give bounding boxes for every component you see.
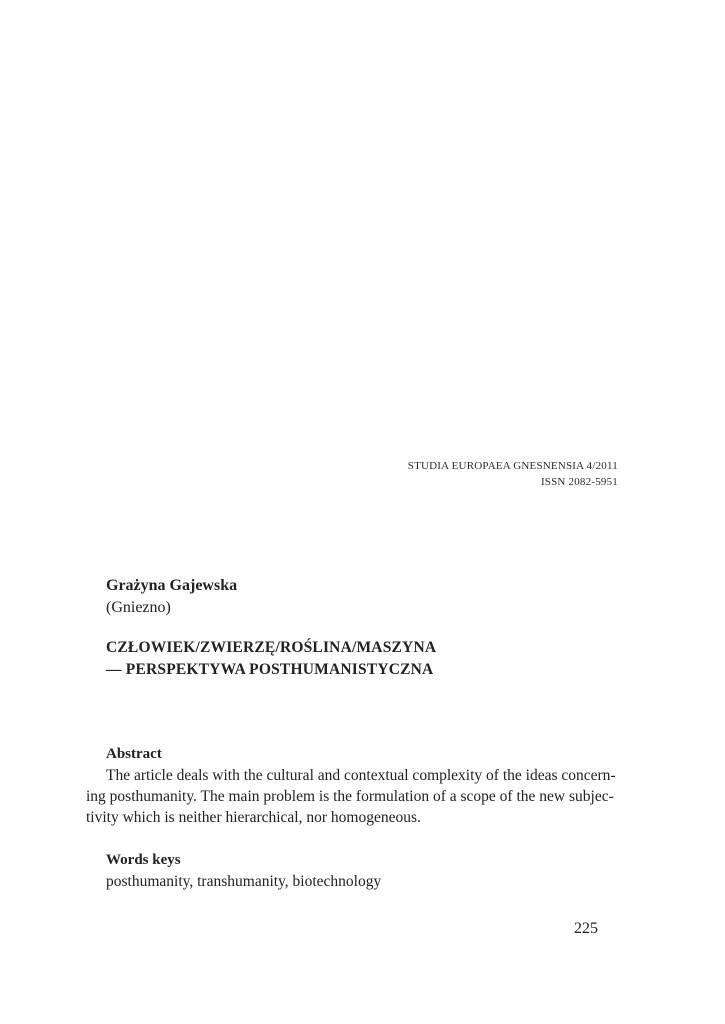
title-line-1: CZŁOWIEK/ZWIERZĘ/ROŚLINA/MASZYNA [106, 639, 437, 656]
abstract-line-2: ing posthumanity. The main problem is the formulation of a scope of the new subjec- [86, 788, 614, 805]
abstract-text [86, 765, 622, 828]
abstract-section [86, 744, 622, 828]
abstract-line-1: The article deals with the cultural and contextual complexity of the ideas concern- [106, 767, 616, 784]
article-title [106, 637, 626, 681]
page-number: 225 [574, 920, 598, 937]
author-name: Grażyna Gajewska [106, 577, 238, 594]
abstract-heading: Abstract [106, 746, 162, 762]
author-block [106, 575, 626, 619]
journal-name: STUDIA EUROPAEA GNESNENSIA 4/2011 [407, 460, 618, 472]
author-affiliation: (Gniezno) [106, 599, 171, 616]
journal-issn: ISSN 2082-5951 [540, 476, 618, 488]
journal-header [408, 458, 618, 490]
keywords-section [86, 850, 622, 892]
keywords-heading: Words keys [106, 852, 181, 868]
keywords-text: posthumanity, transhumanity, biotechnology [106, 873, 382, 890]
title-line-2: — PERSPEKTYWA POSTHUMANISTYCZNA [106, 661, 434, 678]
abstract-line-3: tivity which is neither hierarchical, nor homogeneous. [86, 809, 421, 826]
